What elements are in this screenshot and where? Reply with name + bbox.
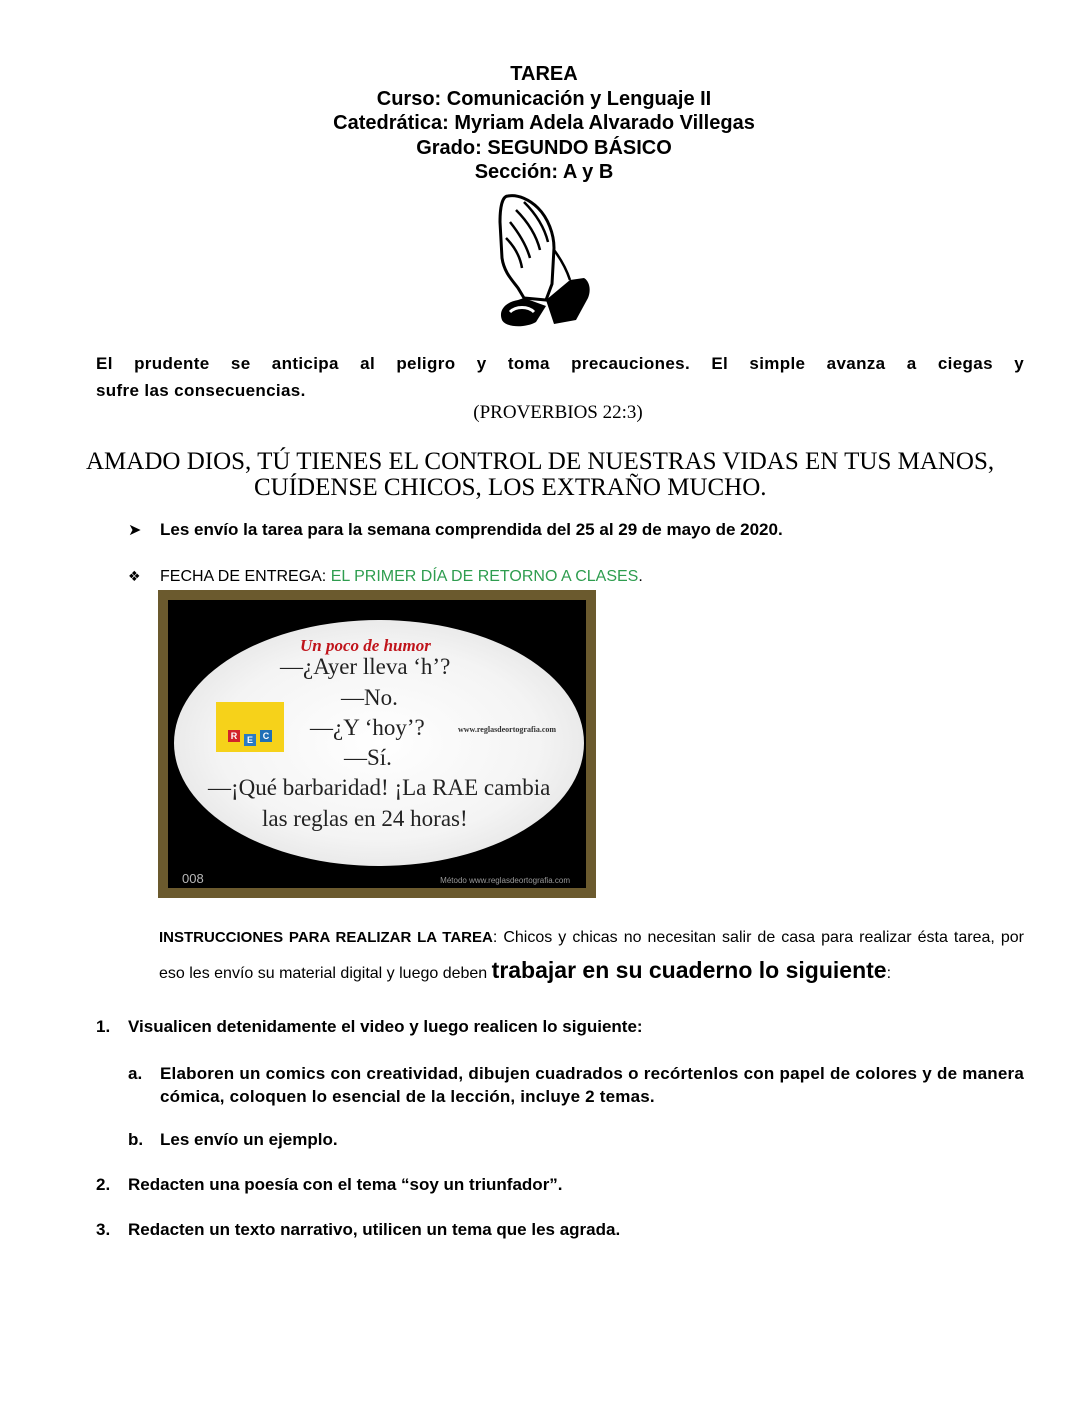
task-number: 2.: [96, 1175, 111, 1194]
diamond-bullet-icon: ❖: [128, 568, 141, 584]
instructions-end: :: [886, 965, 892, 982]
image-number: 008: [182, 871, 204, 886]
website-label: www.reglasdeortografia.com: [458, 725, 557, 734]
due-date-label: FECHA DE ENTREGA:: [160, 568, 331, 585]
task-text: Redacten un texto narrativo, utilicen un tema que les agrada.: [128, 1220, 621, 1239]
prayer: [86, 449, 994, 501]
praying-hands-icon: [488, 188, 606, 328]
task-item-2: [96, 1175, 563, 1195]
logo-block: R: [228, 730, 240, 742]
bible-quote: [96, 350, 1024, 404]
image-footer: Método www.reglasdeortografia.com: [440, 876, 570, 885]
arrow-bullet-icon: ➤: [128, 522, 142, 539]
task-subitem-a: [128, 1062, 1024, 1108]
subitem-text: Les envío un ejemplo.: [160, 1130, 338, 1149]
prayer-line-1: AMADO DIOS, TÚ TIENES EL CONTROL DE NUESTRAS VIDAS EN TUS MANOS,: [86, 448, 995, 475]
task-number: 3.: [96, 1220, 111, 1239]
joke-line: —¿Ayer lleva ‘h’?: [280, 654, 451, 679]
task-item-1: [96, 1017, 643, 1037]
joke-line: —Sí.: [344, 745, 392, 770]
task-number: 1.: [96, 1017, 111, 1036]
humor-image: [158, 590, 596, 898]
due-date-end: .: [638, 568, 643, 585]
task-item-3: [96, 1220, 620, 1240]
task-subitem-b: [128, 1130, 338, 1150]
prayer-line-2: CUÍDENSE CHICOS, LOS EXTRAÑO MUCHO.: [254, 474, 767, 501]
document-header: [0, 62, 1088, 185]
rae-logo: [216, 702, 284, 752]
course-line: Curso: Comunicación y Lenguaje II: [376, 87, 712, 110]
quote-reference: [0, 402, 1088, 424]
document-title: TAREA: [510, 63, 578, 85]
logo-block: E: [244, 734, 256, 746]
teacher-line: Catedrática: Myriam Adela Alvarado Villegas: [333, 112, 755, 134]
due-date-value: EL PRIMER DÍA DE RETORNO A CLASES: [330, 568, 639, 585]
instructions-label: INSTRUCCIONES PARA REALIZAR LA TAREA: [159, 929, 493, 946]
grade-line: Grado: SEGUNDO BÁSICO: [416, 136, 672, 159]
week-text: Les envío la tarea para la semana comprendida del 25 al 29 de mayo de 2020.: [160, 520, 783, 539]
subitem-letter: a.: [128, 1064, 143, 1083]
subitem-text: Elaboren un comics con creatividad, dibujen cuadrados o recórtenlos con papel de colores y de manera cómica, coloquen lo esencial de la lección, incluye 2 temas.: [160, 1064, 1024, 1106]
instructions-paragraph: [159, 922, 1024, 990]
due-date-bullet: [128, 568, 643, 586]
joke-line: —¡Qué barbaridad! ¡La RAE cambia: [208, 775, 551, 800]
joke-line: —¿Y ‘hoy’?: [310, 715, 425, 740]
week-bullet: [128, 520, 783, 540]
task-text: Redacten una poesía con el tema “soy un triunfador”.: [128, 1175, 563, 1194]
logo-block: C: [260, 730, 272, 742]
joke-line: —No.: [341, 685, 398, 710]
task-text: Visualicen detenidamente el video y luego realicen lo siguiente:: [128, 1017, 643, 1036]
instructions-text: : Chicos y chicas no necesitan salir de casa para realizar ésta tarea, por eso les envío su material digital y luego deben: [159, 929, 1024, 982]
joke-line: las reglas en 24 horas!: [262, 806, 468, 831]
quote-line-2: sufre las consecuencias.: [96, 381, 306, 400]
subitem-letter: b.: [128, 1130, 144, 1149]
quote-line-1: El prudente se anticipa al peligro y toma precauciones. El simple avanza a ciegas y: [96, 354, 1024, 373]
section-line: Sección: A y B: [474, 161, 614, 183]
quote-reference-text: (PROVERBIOS 22:3): [473, 402, 643, 423]
humor-title: Un poco de humor: [300, 636, 431, 655]
instructions-emphasis: trabajar en su cuaderno lo siguiente: [491, 957, 887, 983]
